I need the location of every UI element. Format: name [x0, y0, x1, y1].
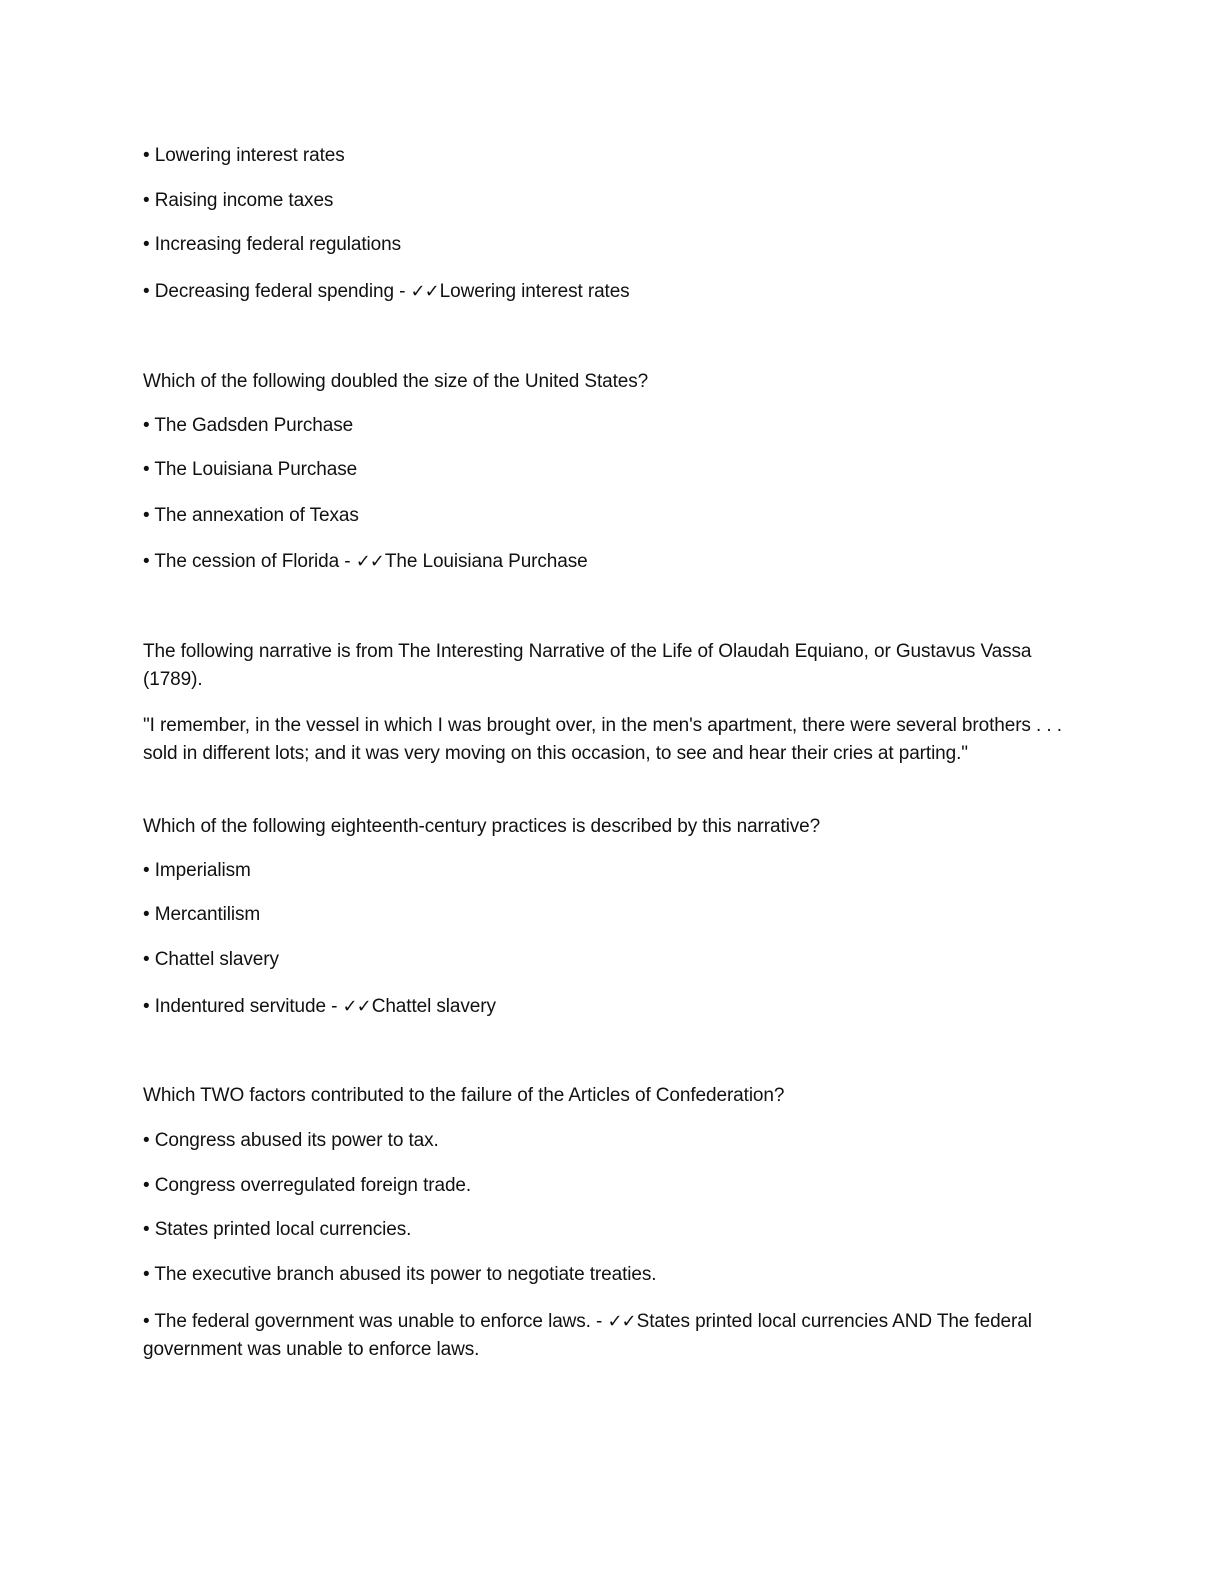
- q4-option-1: • Congress abused its power to tax.: [143, 1130, 439, 1151]
- q1-option-1: • Lowering interest rates: [143, 145, 345, 166]
- q3-intro: The following narrative is from The Interesting Narrative of the Life of Olaudah Equiano, or Gustavus Vassa (1789).: [143, 641, 1032, 690]
- checkmark-icon: ✓✓: [342, 996, 371, 1017]
- q4-option-5-with-answer: [143, 1308, 1083, 1364]
- q4-answer: States printed local currencies AND The federal government was unable to enforce laws.: [143, 1311, 1032, 1360]
- q2-question: Which of the following doubled the size of the United States?: [143, 371, 649, 392]
- q1-answer: Lowering interest rates: [439, 281, 630, 302]
- q4-question: Which TWO factors contributed to the failure of the Articles of Confederation?: [143, 1085, 785, 1106]
- q3-quote: "I remember, in the vessel in which I was brought over, in the men's apartment, there were several brothers . . . sold in different lots; and it was very moving on this occasion, to see and hear their cries at parting.": [143, 715, 1062, 764]
- q3-option-2: • Mercantilism: [143, 904, 261, 925]
- q3-option-1: • Imperialism: [143, 860, 251, 881]
- checkmark-icon: ✓✓: [355, 551, 384, 572]
- q3-option-4: • Indentured servitude -: [143, 996, 343, 1017]
- q1-option-4-with-answer: [143, 278, 1083, 306]
- q2-option-4-with-answer: [143, 548, 1083, 576]
- q2-option-4: • The cession of Florida -: [143, 551, 356, 572]
- q4-option-3: • States printed local currencies.: [143, 1219, 412, 1240]
- q2-option-3: • The annexation of Texas: [143, 505, 359, 526]
- q4-option-2: • Congress overregulated foreign trade.: [143, 1175, 472, 1196]
- q3-question: Which of the following eighteenth-century practices is described by this narrative?: [143, 816, 821, 837]
- q3-option-4-with-answer: [143, 993, 1083, 1021]
- q2-option-1: • The Gadsden Purchase: [143, 415, 354, 436]
- q4-option-5: • The federal government was unable to enforce laws. -: [143, 1311, 608, 1332]
- checkmark-icon: ✓✓: [607, 1311, 636, 1332]
- q2-answer: The Louisiana Purchase: [384, 551, 588, 572]
- q3-answer: Chattel slavery: [371, 996, 496, 1017]
- q1-option-2: • Raising income taxes: [143, 190, 334, 211]
- q4-option-4: • The executive branch abused its power to negotiate treaties.: [143, 1264, 657, 1285]
- q3-option-3: • Chattel slavery: [143, 949, 279, 970]
- checkmark-icon: ✓✓: [410, 281, 439, 302]
- q1-option-4: • Decreasing federal spending -: [143, 281, 411, 302]
- q1-option-3: • Increasing federal regulations: [143, 234, 401, 255]
- q2-option-2: • The Louisiana Purchase: [143, 459, 358, 480]
